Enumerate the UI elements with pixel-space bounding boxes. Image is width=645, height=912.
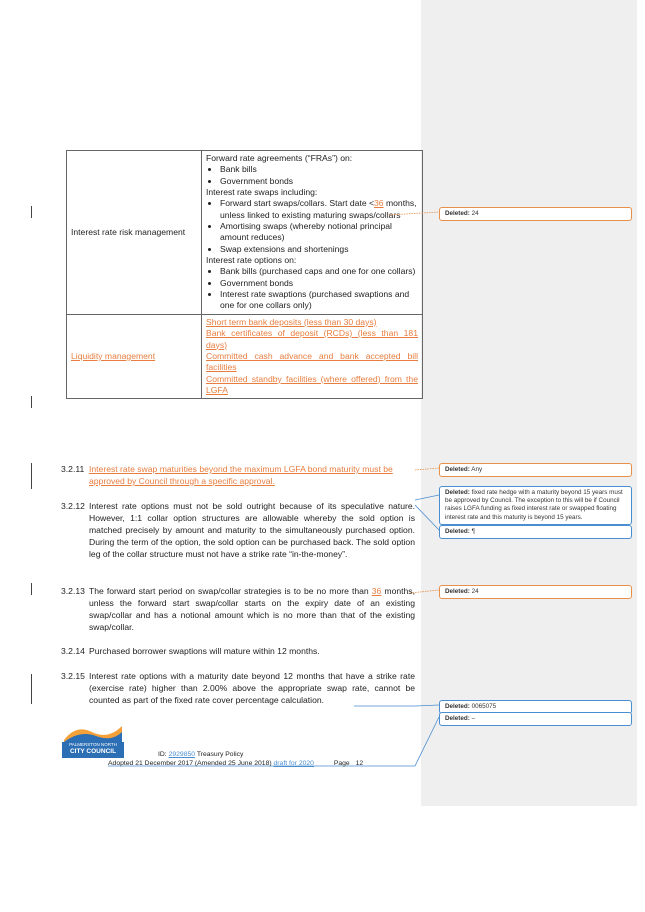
inserted-text: 36 — [374, 198, 384, 209]
comment-bubble[interactable] — [439, 463, 632, 477]
list-item: • Interest rate swaptions (purchased swaptions and one for one collars only) — [220, 289, 418, 312]
footer-id — [158, 751, 243, 758]
fra-heading: Forward rate agreements (“FRAs”) on: — [206, 153, 353, 163]
clause-text: Interest rate options with a maturity date beyond 12 months that have a strike rate (exercise rate) higher than 2.00% above the appropriate swap rate, cannot be counted as part of the fixed rate cover percentage calculation. — [89, 671, 415, 706]
comment-label: Deleted: — [445, 588, 470, 595]
clause-text-part: The forward start period on swap/collar strategies is to be no more than — [89, 586, 372, 596]
page-label: Page — [333, 760, 350, 767]
list-item: • Government bonds — [220, 278, 418, 289]
swap-text: months, unless linked to existing maturing swaps/collars — [220, 198, 417, 220]
list-item: Committed standby facilities (where offered) from the LGFA — [206, 373, 418, 395]
comment-label: Deleted: — [445, 466, 470, 473]
clause-number: 3.2.14 — [61, 646, 85, 656]
id-value: 2929850 — [168, 751, 196, 758]
comment-text: Any — [471, 466, 483, 473]
list-item: Committed cash advance and bank accepted bill facilities — [206, 350, 418, 373]
list-item: Bank certificates of deposit (RCDs) (less than 181 days) — [206, 328, 418, 350]
footer-adopted — [108, 760, 363, 767]
comment-label: Deleted: — [445, 715, 470, 722]
comment-label: Deleted: — [445, 210, 470, 217]
comment-text: 24 — [471, 210, 479, 217]
clause-text: Interest rate options must not be sold outright because of its speculative nature. However, 1:1 collar option structures are allowable whereby the sold option is matched precisely by amount and maturity to the simultaneously purchased option. During the term of the option, the sold option can be purchased back. The sold option leg of the collar structure must not have a strike rate “in-the-money”. — [89, 501, 415, 560]
swap-text: Forward start swaps/collars. Start date < — [220, 198, 375, 209]
id-label: ID: — [158, 751, 167, 758]
clause-number: 3.2.15 — [61, 671, 85, 681]
comment-bubble[interactable] — [439, 525, 632, 539]
comment-label: Deleted: — [445, 489, 470, 496]
comment-bubble[interactable] — [439, 207, 632, 221]
clause-number: 3.2.12 — [61, 501, 85, 511]
list-item: • Bank bills (purchased caps and one for one collars) — [220, 266, 418, 277]
comment-text: fixed rate hedge with a maturity beyond 15 years must be approved by Council. The exception to this will be if Council raises LGFA funding as fixed interest rate or swapped floating interest rate and this maturity is beyond 15 years. — [445, 489, 623, 521]
list-item: • Bank bills — [220, 164, 418, 175]
comment-text: 24 — [471, 588, 479, 595]
doc-title: Treasury Policy — [196, 751, 244, 758]
council-logo — [62, 720, 124, 758]
draft-text: draft for 2020 — [273, 760, 314, 767]
clause-text-part: months, unless the forward start swap/collar starts on the expiry date of an existing swap/collar and has a notional amount which is no more than that of the existing swap/collar. — [89, 586, 415, 633]
comment-label: Deleted: — [445, 703, 470, 710]
page-number: 12 — [355, 760, 364, 767]
inserted-text: 36 — [371, 586, 382, 596]
list-item: • Swap extensions and shortenings — [220, 244, 418, 255]
comment-label: Deleted: — [445, 528, 470, 535]
adopted-text: Adopted 21 December 2017 (Amended 25 June 2018) — [108, 760, 272, 767]
logo-emblem-icon — [62, 720, 124, 742]
row-label: Liquidity management — [67, 314, 202, 398]
logo-line1: PALMERSTON NORTH — [69, 742, 117, 747]
clause-text: Interest rate swap maturities beyond the maximum LGFA bond maturity must be approved by Council through a specific approval. — [89, 464, 393, 487]
swaps-heading: Interest rate swaps including: — [206, 187, 318, 198]
clause-number: 3.2.13 — [61, 586, 85, 596]
comment-text: – — [471, 715, 476, 722]
options-heading: Interest rate options on: — [206, 255, 297, 266]
comment-text: ¶ — [471, 528, 475, 535]
clause-number: 3.2.11 — [61, 464, 85, 474]
comment-bubble[interactable] — [439, 712, 632, 726]
list-item: Short term bank deposits (less than 30 days) — [206, 316, 377, 327]
clause-text: Purchased borrower swaptions will mature within 12 months. — [89, 646, 320, 656]
comment-text: 0065075 — [471, 703, 497, 710]
list-item: • Amortising swaps (whereby notional principal amount reduces) — [220, 221, 418, 244]
comment-bubble[interactable] — [439, 486, 632, 525]
row-label: Interest rate risk management — [67, 151, 202, 315]
logo-line2: CITY COUNCIL — [69, 748, 117, 755]
list-item: • Government bonds — [220, 176, 418, 187]
comment-bubble[interactable] — [439, 585, 632, 599]
